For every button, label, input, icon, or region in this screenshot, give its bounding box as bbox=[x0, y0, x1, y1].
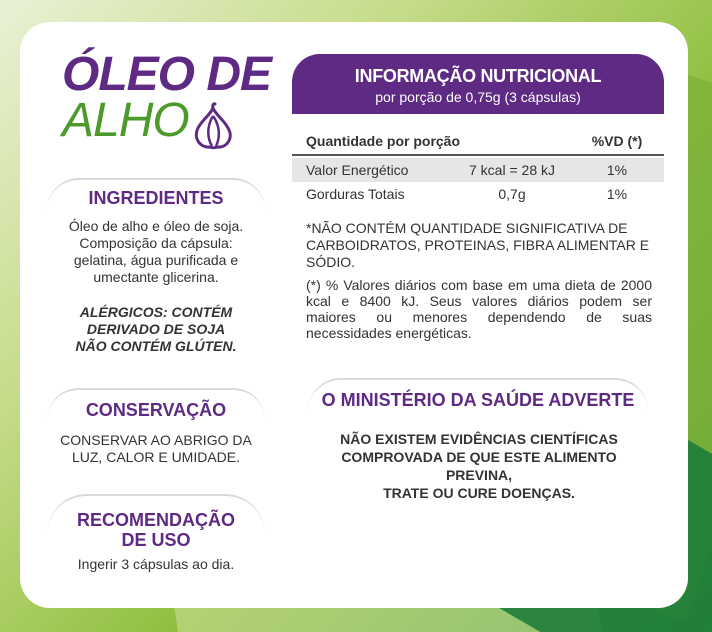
nutrition-title: INFORMAÇÃO NUTRICIONAL bbox=[354, 66, 602, 86]
left-column bbox=[20, 22, 280, 608]
ministry-warning-line: NÃO EXISTEM EVIDÊNCIAS CIENTÍFICAS bbox=[340, 431, 618, 447]
recommendation-text: Ingerir 3 cápsulas ao dia. bbox=[77, 556, 235, 572]
product-title-line1: ÓLEO DE bbox=[62, 48, 272, 101]
garlic-icon bbox=[188, 102, 238, 152]
ingredients-heading: INGREDIENTES bbox=[47, 178, 265, 210]
recommendation-heading bbox=[47, 494, 265, 550]
product-title-line2: ALHO bbox=[62, 94, 189, 147]
ingredients-text: Óleo de alho e óleo de soja. Composição da cápsula: gelatina, água purificada e umectante glicerina. bbox=[68, 218, 244, 285]
nutrition-subtitle: por porção de 0,75g (3 cápsulas) bbox=[375, 89, 581, 105]
nutrition-table bbox=[292, 126, 664, 206]
nutrient-name: Valor Energético bbox=[306, 162, 409, 178]
nutrient-name: Gorduras Totais bbox=[306, 186, 405, 202]
ministry-warning-line: TRATE OU CURE DOENÇAS. bbox=[383, 485, 575, 501]
allergen-line: ALÉRGICOS: CONTÉM bbox=[79, 304, 233, 320]
nutrient-vd: 1% bbox=[606, 162, 628, 178]
not-significant-note: *NÃO CONTÉM QUANTIDADE SIGNIFICATIVA DE CARBOIDRATOS, PROTEINAS, FIBRA ALIMENTAR E SÓDIO. bbox=[306, 220, 650, 270]
conservation-text: CONSERVAR AO ABRIGO DA LUZ, CALOR E UMIDADE. bbox=[60, 432, 252, 465]
nutrient-amount: 0,7g bbox=[498, 186, 526, 202]
table-row bbox=[292, 158, 664, 182]
recommendation-heading-line2: DE USO bbox=[121, 530, 191, 550]
ministry-warning bbox=[310, 430, 648, 502]
conservation-heading: CONSERVAÇÃO bbox=[47, 388, 265, 420]
allergen-line: DERIVADO DE SOJA bbox=[86, 321, 226, 337]
nutrient-vd: 1% bbox=[606, 186, 628, 202]
nutrient-amount: 7 kcal = 28 kJ bbox=[469, 162, 555, 178]
allergen-info bbox=[54, 304, 258, 355]
allergen-line: NÃO CONTÉM GLÚTEN. bbox=[75, 338, 237, 354]
daily-values-note: (*) % Valores diários com base em uma dieta de 2000 kcal e 8400 kJ. Seus valores diários podem ser maiores ou menores dependendo de suas necessidades energéticas. bbox=[306, 277, 652, 341]
nutrition-header bbox=[292, 54, 664, 114]
recommendation-heading-line1: RECOMENDAÇÃO bbox=[76, 510, 235, 530]
ministry-warning-line: COMPROVADA DE QUE ESTE ALIMENTO PREVINA, bbox=[341, 449, 617, 483]
label-card bbox=[20, 22, 688, 608]
product-title bbox=[62, 48, 272, 155]
ministry-heading: O MINISTÉRIO DA SAÚDE ADVERTE bbox=[308, 378, 648, 411]
table-row bbox=[292, 182, 664, 206]
nutrition-table-header bbox=[292, 126, 664, 156]
serving-label: Quantidade por porção bbox=[306, 133, 461, 149]
vd-header: %VD (*) bbox=[591, 133, 643, 149]
